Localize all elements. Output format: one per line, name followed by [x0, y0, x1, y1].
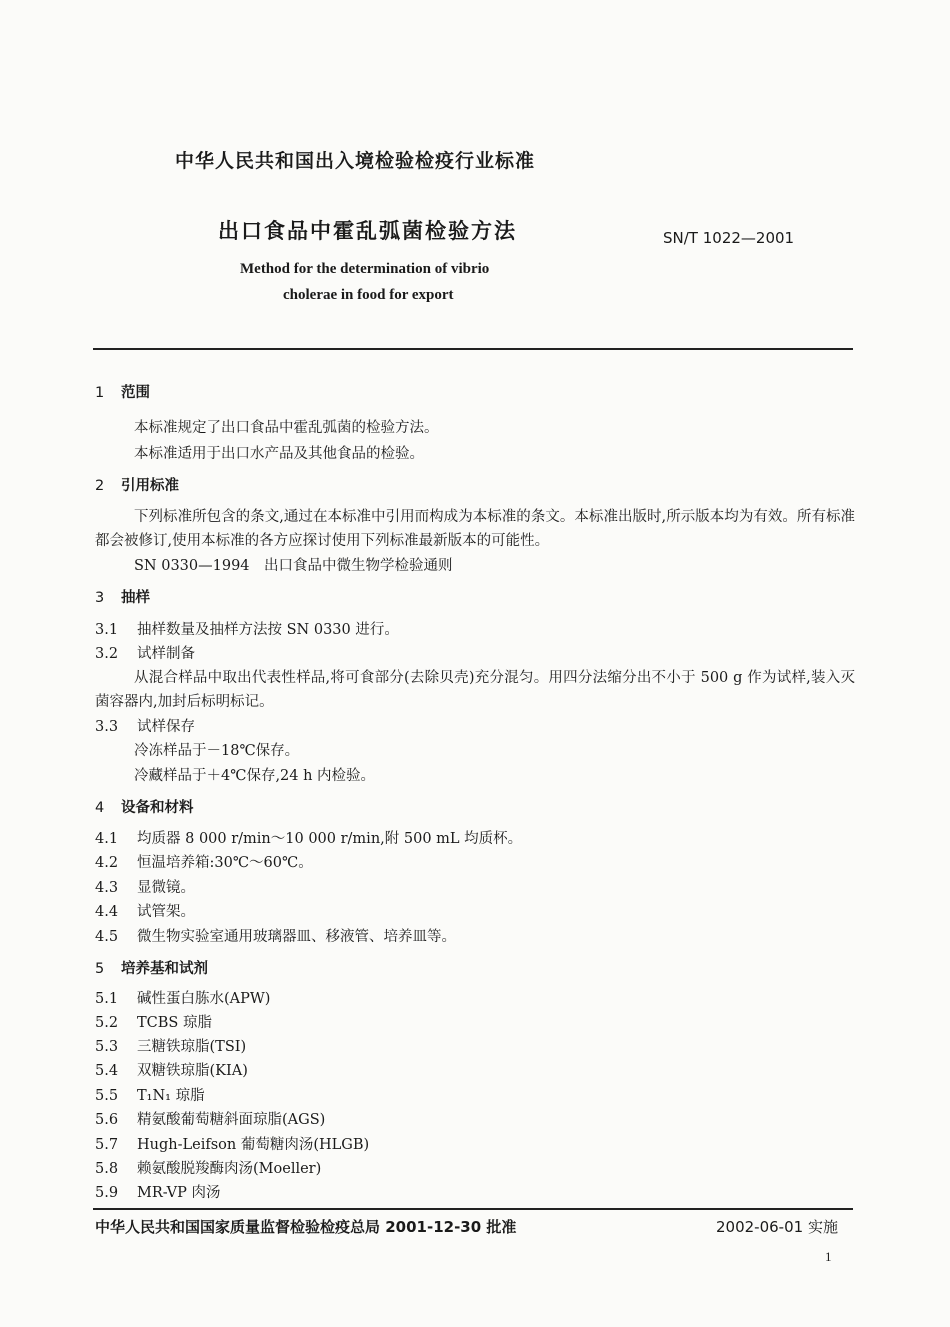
paragraph: 从混合样品中取出代表性样品,将可食部分(去除贝壳)充分混匀。用四分法缩分出不小于 500 g 作为试样,装入灭菌容器内,加封后标明标记。: [95, 670, 855, 710]
english-title-line-1: Method for the determination of vibrio: [240, 261, 490, 277]
item-number: 4.5: [95, 929, 119, 945]
item-number: 5.6: [95, 1112, 119, 1128]
section-heading: [95, 586, 150, 607]
section-heading: [95, 474, 179, 495]
item-number: 5.5: [95, 1088, 119, 1104]
item-text: T₁N₁ 琼脂: [137, 1088, 205, 1104]
list-item: [95, 876, 195, 897]
item-number: 3.2: [95, 646, 119, 662]
section-title: 培养基和试剂: [121, 961, 208, 977]
paragraph-line: 冷藏样品于＋4℃保存,24 h 内检验。: [134, 768, 376, 784]
list-item: [95, 925, 456, 946]
paragraph: 下列标准所包含的条文,通过在本标准中引用而构成为本标准的条文。本标准出版时,所示版本均为有效。所有标准都会被修订,使用本标准的各方应探讨使用下列标准最新版本的可能性。: [95, 509, 855, 549]
section-number: 3: [95, 590, 105, 606]
paragraph-line: 本标准适用于出口水产品及其他食品的检验。: [134, 446, 424, 462]
document-title: 出口食品中霍乱弧菌检验方法: [218, 219, 517, 243]
section-number: 5: [95, 961, 105, 977]
list-item: [95, 642, 195, 663]
section-title: 抽样: [121, 590, 150, 606]
section-number: 2: [95, 478, 105, 494]
item-text: TCBS 琼脂: [137, 1015, 212, 1031]
paragraph-line: 本标准规定了出口食品中霍乱弧菌的检验方法。: [134, 420, 439, 436]
list-item: [95, 1035, 246, 1056]
item-text: 双糖铁琼脂(KIA): [137, 1063, 248, 1079]
item-text: 试管架。: [137, 904, 195, 920]
item-text: 恒温培养箱:30℃～60℃。: [137, 855, 313, 871]
list-item: [95, 900, 195, 921]
item-text: 精氨酸葡萄糖斜面琼脂(AGS): [137, 1112, 326, 1128]
page-number: 1: [825, 1249, 832, 1264]
item-text: 三糖铁琼脂(TSI): [137, 1039, 247, 1055]
list-item: [95, 987, 270, 1008]
item-number: 3.3: [95, 719, 119, 735]
english-title-line-2: cholerae in food for export: [283, 287, 454, 303]
list-item: [95, 715, 195, 736]
item-text: 均质器 8 000 r/min～10 000 r/min,附 500 mL 均质杯。: [137, 831, 523, 847]
item-number: 5.7: [95, 1137, 119, 1153]
item-number: 5.3: [95, 1039, 119, 1055]
section-heading: [95, 957, 208, 978]
section-number: 4: [95, 800, 105, 816]
item-text: 试样制备: [137, 646, 195, 662]
list-item: [95, 1108, 325, 1129]
item-number: 4.4: [95, 904, 119, 920]
title-divider: [93, 348, 853, 350]
list-item: [95, 1084, 205, 1105]
list-item: [95, 618, 399, 639]
item-text: 赖氨酸脱羧酶肉汤(Moeller): [137, 1161, 322, 1177]
item-text: 微生物实验室通用玻璃器皿、移液管、培养皿等。: [137, 929, 456, 945]
item-number: 4.1: [95, 831, 119, 847]
item-number: 5.9: [95, 1185, 119, 1201]
list-item: [95, 1011, 212, 1032]
section-number: 1: [95, 385, 105, 401]
item-text: 试样保存: [137, 719, 195, 735]
section-title: 范围: [121, 385, 150, 401]
section-title: 设备和材料: [121, 800, 194, 816]
normative-reference: SN 0330—1994 出口食品中微生物学检验通则: [134, 558, 453, 574]
paragraph-line: 冷冻样品于－18℃保存。: [134, 743, 300, 759]
issuer-title: 中华人民共和国出入境检验检疫行业标准: [175, 150, 536, 172]
list-item: [95, 851, 313, 872]
list-item: [95, 1181, 220, 1202]
item-number: 4.3: [95, 880, 119, 896]
section-heading: [95, 796, 194, 817]
implementation-date: 2002-06-01 实施: [716, 1218, 838, 1236]
item-text: 碱性蛋白胨水(APW): [137, 991, 271, 1007]
list-item: [95, 1157, 321, 1178]
item-number: 4.2: [95, 855, 119, 871]
item-text: 抽样数量及抽样方法按 SN 0330 进行。: [137, 622, 399, 638]
item-text: Hugh-Leifson 葡萄糖肉汤(HLGB): [137, 1137, 370, 1153]
item-number: 3.1: [95, 622, 119, 638]
item-number: 5.4: [95, 1063, 119, 1079]
footer-divider: [93, 1208, 853, 1210]
section-title: 引用标准: [121, 478, 179, 494]
section-heading: [95, 381, 150, 402]
item-text: 显微镜。: [137, 880, 195, 896]
item-text: MR-VP 肉汤: [137, 1185, 221, 1201]
list-item: [95, 1059, 248, 1080]
item-number: 5.8: [95, 1161, 119, 1177]
approval-statement: 中华人民共和国国家质量监督检验检疫总局 2001-12-30 批准: [95, 1218, 517, 1236]
item-number: 5.1: [95, 991, 119, 1007]
list-item: [95, 827, 522, 848]
standard-number: SN/T 1022—2001: [663, 229, 795, 247]
item-number: 5.2: [95, 1015, 119, 1031]
list-item: [95, 1133, 369, 1154]
